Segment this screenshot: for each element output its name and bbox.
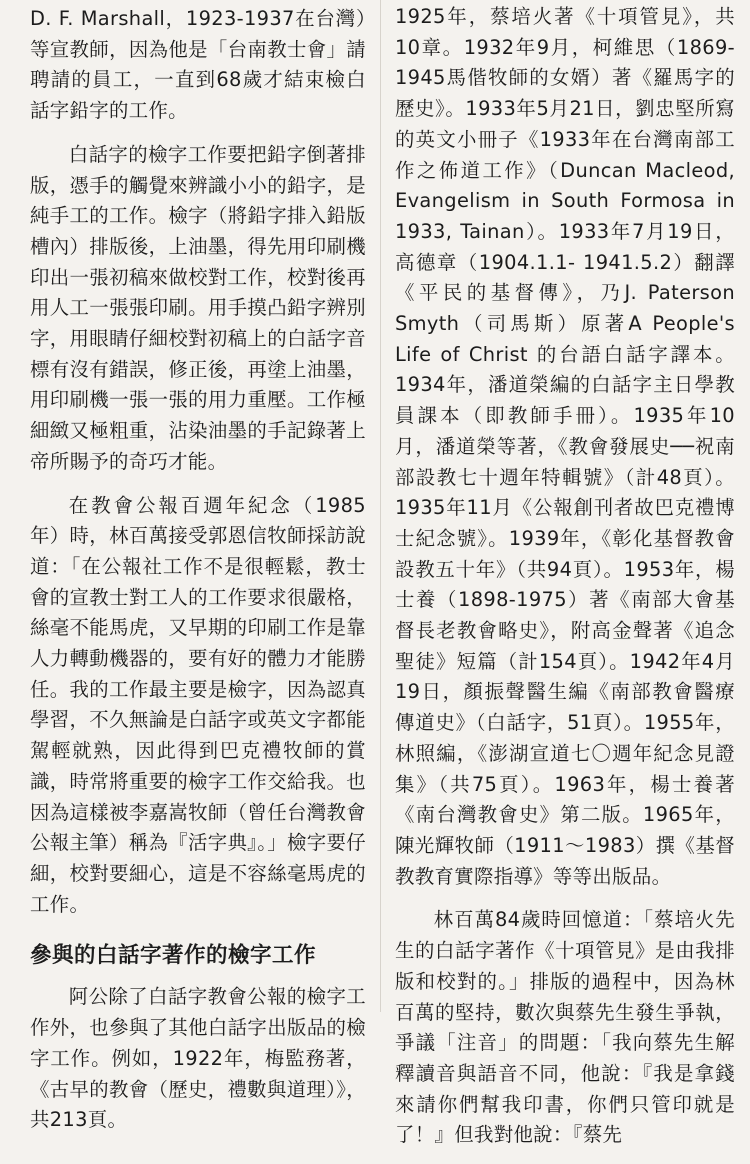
section-heading: 參與的白話字著作的檢字工作 bbox=[30, 943, 317, 969]
left-paragraph-2: 白話字的檢字工作要把鉛字倒著排版，憑手的觸覺來辨識小小的鉛字，是純手工的工作。檢字（將鉛字排入鉛版槽內）排版後，上油墨，得先用印刷機印出一張初稿來做校對工作，校對後再用人工一張張印刷。用手摸凸鉛字辨別字，用眼睛仔細校對初稿上的白話字音標有沒有錯誤，修正後，再塗上油墨，用印刷機一張一張的用力重壓。工作極細緻又極粗重，沾染油墨的手記錄著上帝所賜予的奇巧才能。 bbox=[30, 142, 366, 473]
right-column bbox=[395, 2, 735, 1164]
left-paragraph-3: 在教會公報百週年紀念（1985年）時，林百萬接受郭恩信牧師採訪說道：「在公報社工作不是很輕鬆，教士會的宣教士對工人的工作要求很嚴格，絲毫不能馬虎，又早期的印刷工作是靠人力轉動機器的，要有好的體力才能勝任。我的工作最主要是檢字，因為認真學習，不久無論是白話字或英文字都能駕輕就熟，因此得到巴克禮牧師的賞識，時常將重要的檢字工作交給我。也因為這樣被李嘉嵩牧師（曾任台灣教會公報主筆）稱為『活字典』。」檢字要仔細，校對要細心，這是不容絲毫馬虎的工作。 bbox=[30, 493, 366, 916]
right-paragraph-2: 林百萬84歲時回憶道：「蔡培火先生的白話字著作《十項管見》是由我排版和校對的。」排版的過程中，因為林百萬的堅持，數次與蔡先生發生爭執，爭議「注音」的問題：「我向蔡先生解釋讀音與語音不同，他說：『我是拿錢來請你們幫我印書，你們只管印就是了！』但我對他說：『蔡先 bbox=[395, 908, 735, 1147]
left-paragraph-1: D. F. Marshall，1923-1937在台灣）等宣教師，因為他是「台南教士會」請聘請的員工，一直到68歲才結束檢白話字鉛字的工作。 bbox=[30, 7, 366, 123]
left-paragraph-4: 阿公除了白話字教會公報的檢字工作外，也參與了其他白話字出版品的檢字工作。例如，1922年，梅監務著，《古早的教會（歷史，禮數與道理）》，共213頁。 bbox=[30, 985, 366, 1132]
column-divider bbox=[380, 0, 381, 1012]
left-column bbox=[30, 4, 366, 1149]
right-paragraph-1: 1925年，蔡培火著《十項管見》，共10章。1932年9月，柯維思（1869-1945馬偕牧師的女婿）著《羅馬字的歷史》。1933年5月21日，劉忠堅所寫的英文小冊子《1933年在台灣南部工作之佈道工作》（Duncan Macleod, Evangelism in South Formosa in 1933, Tainan）。1933年7月19日，高德章（1904.1.1- 1941.5.2）翻譯《平民的基督傳》，乃J. Paterson Smyth（司馬斯）原著A People's Life of Christ 的台語白話字譯本。1934年，潘道榮編的白話字主日學教員課本（即教師手冊）。1935年10月，潘道榮等著，《教會發展史──祝南部設教七十週年特輯號》（計48頁）。1935年11月《公報創刊者故巴克禮博士紀念號》。1939年，《彰化基督教會設教五十年》（共94頁）。1953年，楊士養（1898-1975）著《南部大會基督長老教會略史》，附高金聲著《追念聖徒》短篇（計154頁）。1942年4月19日，顏振聲醫生編《南部教會醫療傳道史》（白話字，51頁）。1955年，林照編，《澎湖宣道七〇週年紀念見證集》（共75頁）。1963年，楊士養著《南台灣教會史》第二版。1965年，陳光輝牧師（1911～1983）撰《基督教教育實際指導》等等出版品。 bbox=[395, 5, 735, 888]
